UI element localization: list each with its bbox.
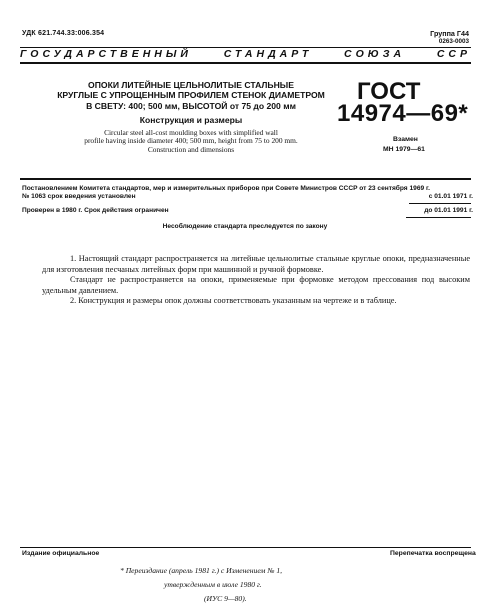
validity-row bbox=[22, 207, 473, 214]
footer-rule bbox=[20, 547, 471, 548]
date-enacted-underline bbox=[409, 203, 471, 204]
title-rule bbox=[20, 178, 471, 180]
prosecution-notice: Несоблюдение стандарта преследуется по закону bbox=[162, 223, 328, 230]
title-en-line: Construction and dimensions bbox=[147, 144, 235, 154]
state-word-3: СОЮЗА bbox=[344, 48, 406, 60]
reprint-ban-label: Перепечатка воспрещена bbox=[390, 550, 476, 557]
subtitle-ru: Конструкция и размеры bbox=[139, 114, 243, 125]
body-paragraph: 2. Конструкция и размеры опок должны соответствовать указанным на чертеже и в таблице. bbox=[70, 296, 397, 305]
footnote-line: * Переиздание (апрель 1981 г.) с Изменением № 1, bbox=[120, 566, 283, 575]
date-enacted-label: № 1063 срок введения установлен bbox=[22, 193, 136, 200]
official-edition-label: Издание официальное bbox=[22, 550, 100, 557]
state-standard-header bbox=[20, 48, 471, 60]
state-word-2: СТАНДАРТ bbox=[223, 48, 313, 60]
okstu-code: 0263-0003 bbox=[438, 38, 469, 45]
validity-underline bbox=[406, 217, 471, 218]
group-code: Группа Г44 bbox=[430, 29, 469, 38]
title-ru-line: ОПОКИ ЛИТЕЙНЫЕ ЦЕЛЬНОЛИТЫЕ СТАЛЬНЫЕ bbox=[88, 80, 294, 90]
title-en bbox=[40, 129, 342, 154]
replaced-value: МН 1979—61 bbox=[383, 146, 425, 153]
validity-value: до 01.01 1991 г. bbox=[424, 207, 473, 214]
decree-line: Постановлением Комитета стандартов, мер и измерительных приборов при Совете Министров СССР от 23 сентября 1969 г. bbox=[22, 185, 430, 192]
state-word-4: ССР bbox=[436, 48, 471, 60]
title-ru bbox=[40, 80, 342, 111]
gost-number: 14974—69* bbox=[337, 100, 469, 127]
title-block bbox=[40, 80, 342, 154]
footnote-line: (ИУС 9—80). bbox=[204, 594, 247, 603]
title-ru-line: КРУГЛЫЕ С УПРОЩЕННЫМ ПРОФИЛЕМ СТЕНОК ДИАМЕТРОМ bbox=[57, 90, 325, 101]
footnote-line: утвержденным в июле 1980 г. bbox=[164, 580, 262, 589]
udk-code: УДК 621.744.33:006.354 bbox=[22, 30, 105, 37]
body-paragraph: Стандарт не распространяется на опоки, применяемые при формовке методом прессования под высоким удельным давлением. bbox=[42, 275, 470, 295]
validity-label: Проверен в 1980 г. Срок действия ограничен bbox=[22, 207, 169, 214]
gost-label: ГОСТ bbox=[357, 78, 421, 105]
header-rule bbox=[20, 62, 471, 64]
body-paragraph: 1. Настоящий стандарт распространяется на литейные цельнолитые стальные круглые опоки, предназначенные для изготовления песчаных литейных форм при машинной и ручной формовке. bbox=[42, 254, 470, 274]
body-text bbox=[42, 254, 470, 307]
title-ru-line: В СВЕТУ: 400; 500 мм, ВЫСОТОЙ от 75 до 200 мм bbox=[86, 100, 296, 111]
state-word-1: ГОСУДАРСТВЕННЫЙ bbox=[20, 48, 192, 60]
title-en-line: profile having inside diameter 400; 500 mm, height from 75 to 200 mm. bbox=[84, 136, 298, 146]
replaced-label: Взамен bbox=[393, 136, 418, 143]
title-en-line: Circular steel all-cost moulding boxes with simplified wall bbox=[104, 127, 278, 137]
date-enacted-value: с 01.01 1971 г. bbox=[428, 193, 473, 200]
date-enacted-row bbox=[22, 193, 473, 200]
